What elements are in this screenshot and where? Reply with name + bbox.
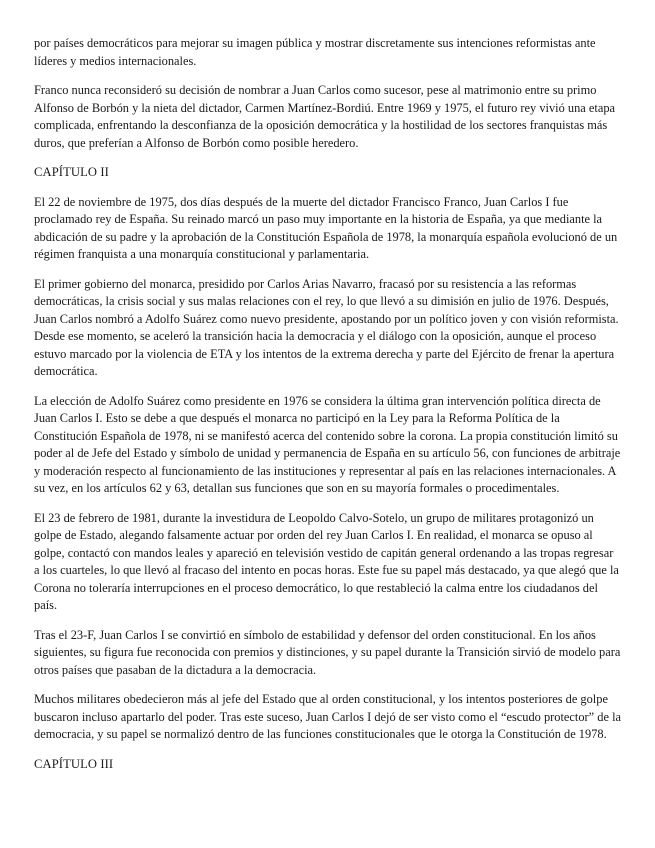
paragraph-first-government: El primer gobierno del monarca, presidido por Carlos Arias Navarro, fracasó por su resistencia a las reformas democráticas, la crisis social y sus malas relaciones con el rey, lo que llevó a su dimisión en julio de 1976. Después, Juan Carlos nombró a Adolfo Suárez como nuevo presidente, apostando por un político joven y con visión reformista. Desde ese momento, se aceleró la transición hacia la democracia y el diálogo con la oposición, aunque el proceso estuvo marcado por la violencia de ETA y los intentos de la extrema derecha y parte del Ejército de frenar la apertura democrática. (34, 276, 619, 378)
paragraph-23f-coup: El 23 de febrero de 1981, durante la investidura de Leopoldo Calvo-Sotelo, un grupo de militares protagonizó un golpe de Estado, alegando falsamente actuar por orden del rey Juan Carlos I. En realidad, el monarca se opuso al golpe, contactó con mandos leales y apareció en televisión vestido de capitán general ordenando a las tropas regresar a los cuarteles, lo que llevó al fracaso del intento en pocas horas. Este fue su papel más destacado, ya que alegó que la Corona no toleraría interrupciones en el proceso democrático, lo que restableció la calma entre los ciudadanos del país. (34, 510, 619, 612)
paragraph-suarez-election: La elección de Adolfo Suárez como presidente en 1976 se considera la última gran intervención política directa de Juan Carlos I. Esto se debe a que después el monarca no participó en la Ley para la Reforma Política de la Constitución Española de 1978, ni se manifestó acerca del contenido sobre la corona. La propia constitución limitó su poder al de Jefe del Estado y símbolo de unidad y permanencia de España en su artículo 56, con funciones de arbitraje y moderación respecto al funcionamiento de las instituciones y representar al país en las relaciones internacionales. A su vez, en los artículos 62 y 63, detallan sus funciones que son en su mayoría formales o procedimentales. (34, 393, 621, 495)
chapter-heading-iii: CAPÍTULO III (34, 756, 114, 771)
chapter-heading-ii: CAPÍTULO II (34, 165, 109, 179)
paragraph-intro-continuation: por países democráticos para mejorar su imagen pública y mostrar discretamente sus intenciones reformistas ante líderes y medios internacionales. (34, 36, 596, 68)
paragraph-proclamation: El 22 de noviembre de 1975, dos días después de la muerte del dictador Francisco Franco, Juan Carlos I fue proclamado rey de España. Su reinado marcó un paso muy importante en la historia de España, ya que mediante la abdicación de su padre y la aprobación de la Constitución Española de 1978, la monarquía española evolucionó de un régimen franquista a una monarquía constitucional y parlamentaria. (34, 194, 618, 261)
paragraph-after-23f: Tras el 23-F, Juan Carlos I se convirtió en símbolo de estabilidad y defensor del orden constitucional. En los años siguientes, su figura fue reconocida con premios y distinciones, y su papel durante la Transición sirvió de modelo para otros países que pasaban de la dictadura a la democracia. (34, 627, 621, 677)
paragraph-military: Muchos militares obedecieron más al jefe del Estado que al orden constitucional, y los intentos posteriores de golpe buscaron incluso apartarlo del poder. Tras este suceso, Juan Carlos I dejó de ser visto como el “escudo protector” de la democracia, y su papel se normalizó dentro de las funciones constitucionales que le otorga la Constitución de 1978. (34, 692, 622, 741)
document-page (34, 35, 621, 785)
paragraph-franco-succession: Franco nunca reconsideró su decisión de nombrar a Juan Carlos como sucesor, pese al matrimonio entre su primo Alfonso de Borbón y la nieta del dictador, Carmen Martínez-Bordiú. Entre 1969 y 1975, el futuro rey vivió una etapa complicada, enfrentando la desconfianza de la oposición democrática y la hostilidad de los sectores franquistas más duros, que preferían a Alfonso de Borbón como posible heredero. (34, 83, 616, 150)
